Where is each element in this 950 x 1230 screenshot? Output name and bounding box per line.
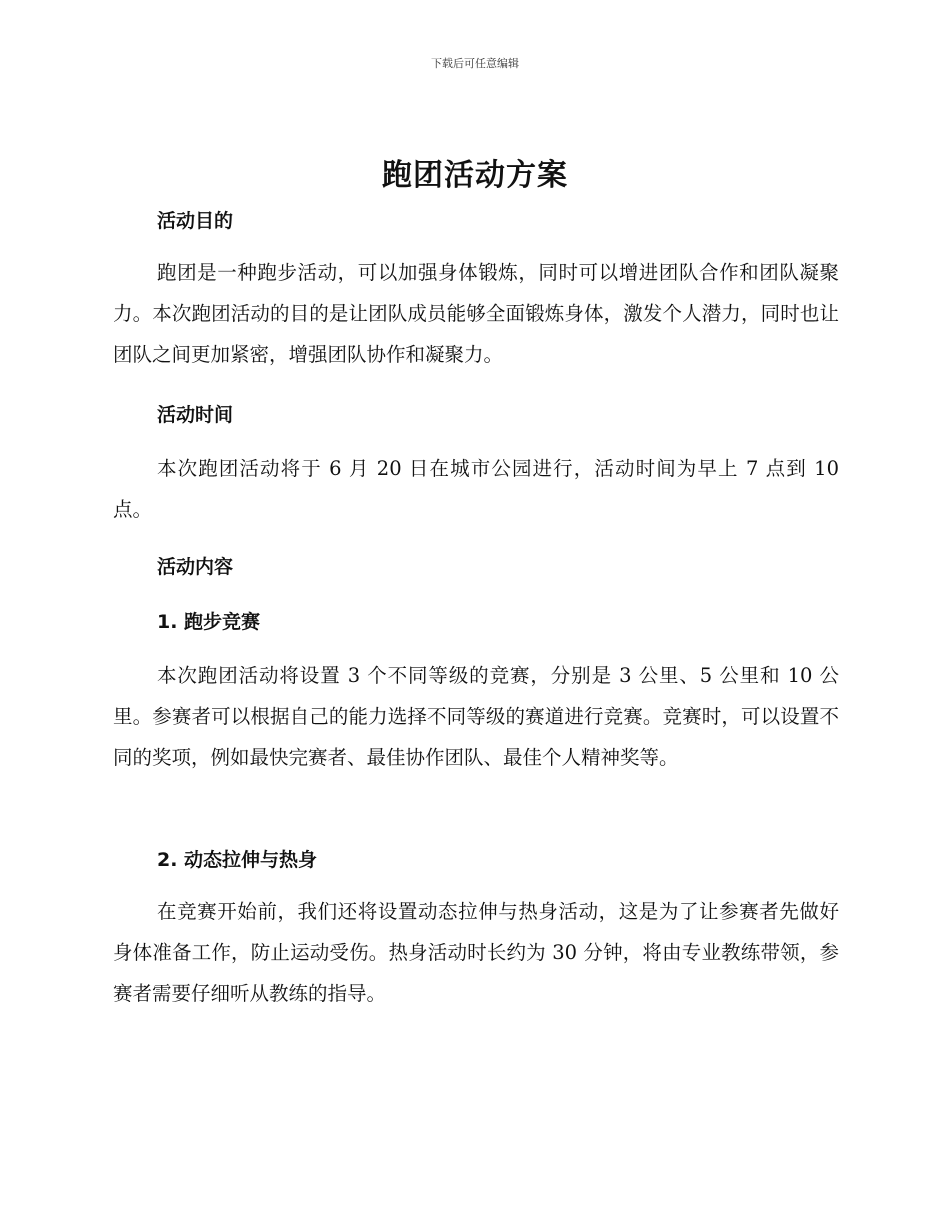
section-heading-content: 活动内容	[157, 556, 234, 578]
header-note: 下载后可任意编辑	[431, 57, 519, 70]
section-body-race: 本次跑团活动将设置 3 个不同等级的竞赛，分别是 3 公里、5 公里和 10 公里。参赛者可以根据自己的能力选择不同等级的赛道进行竞赛。竞赛时，可以设置不同的奖项，例如最快完赛者、最佳协作团队、最佳个人精神奖等。	[113, 664, 839, 769]
document-title: 跑团活动方案	[382, 158, 568, 193]
section-heading-race: 1. 跑步竞赛	[157, 611, 261, 633]
section-body-time: 本次跑团活动将于 6 月 20 日在城市公园进行，活动时间为早上 7 点到 10 点。	[113, 457, 839, 521]
section-body-purpose: 跑团是一种跑步活动，可以加强身体锻炼，同时可以增进团队合作和团队凝聚力。本次跑团活动的目的是让团队成员能够全面锻炼身体，激发个人潜力，同时也让团队之间更加紧密，增强团队协作和凝聚力。	[113, 261, 839, 366]
section-heading-time: 活动时间	[157, 404, 234, 426]
section-heading-warmup: 2. 动态拉伸与热身	[157, 849, 318, 871]
section-heading-purpose: 活动目的	[157, 210, 234, 232]
section-body-warmup: 在竞赛开始前，我们还将设置动态拉伸与热身活动，这是为了让参赛者先做好身体准备工作，防止运动受伤。热身活动时长约为 30 分钟，将由专业教练带领，参赛者需要仔细听从教练的指导。	[113, 900, 839, 1005]
